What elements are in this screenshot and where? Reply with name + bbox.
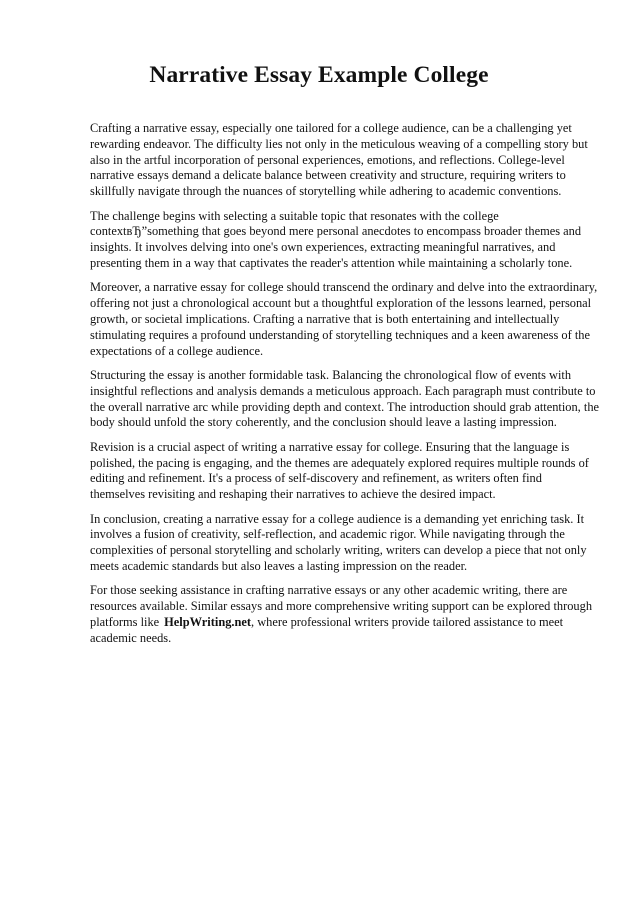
page-title: Narrative Essay Example College (149, 62, 489, 88)
paragraph-2: The challenge begins with selecting a suitable topic that resonates with the college contextвЂ”something that goes beyond mere personal anecdotes to encompass broader themes and insights. It involves delving into one's own experiences, extracting meaningful narratives, and presenting them in a way that captivates the reader's attention while maintaining a scholarly tone. (90, 208, 582, 270)
helpwriting-link[interactable]: HelpWriting.net (164, 614, 252, 629)
paragraph-1: Crafting a narrative essay, especially one tailored for a college audience, can be a challenging yet rewarding endeavor. The difficulty lies not only in the meticulous weaving of a compelling story but also in the artful incorporation of personal experiences, emotions, and reflections. College-level narrative essays demand a delicate balance between creativity and structure, requiring writers to skillfully navigate through the nuances of storytelling while adhering to academic conventions. (90, 121, 588, 199)
closing-text-after: , where professional writers provide tailored assistance to meet academic needs. (90, 614, 564, 645)
paragraph-6: In conclusion, creating a narrative essay for a college audience is a demanding yet enriching task. It involves a fusion of creativity, self-reflection, and academic rigor. While navigating through the complexities of personal storytelling and scholarly writing, writers can develop a piece that not only meets academic standards but also leaves a lasting impression on the reader. (90, 511, 587, 573)
document-body (90, 121, 600, 655)
closing-paragraph (90, 583, 600, 646)
paragraph-4: Structuring the essay is another formidable task. Balancing the chronological flow of events with insightful reflections and analysis demands a meticulous approach. Each paragraph must contribute to the overall narrative arc while providing depth and context. The introduction should grab attention, the body should unfold the story coherently, and the conclusion should leave a lasting impression. (90, 367, 600, 430)
paragraph-3: Moreover, a narrative essay for college should transcend the ordinary and delve into the extraordinary, offering not just a chronological account but a thoughtful exploration of the lessons learned, personal growth, or societal implications. Crafting a narrative that is both entertaining and intellectually stimulating requires a profound understanding of storytelling techniques and a keen awareness of the expectations of a college audience. (90, 280, 598, 358)
closing-text-before: For those seeking assistance in crafting narrative essays or any other academic writing, there are resources available. Similar essays and more comprehensive writing support can be explored through platforms like (90, 583, 593, 629)
paragraph-5: Revision is a crucial aspect of writing a narrative essay for college. Ensuring that the language is polished, the pacing is engaging, and the themes are adequately explored requires multiple rounds of editing and refinement. It's a process of self-discovery and refinement, as writers often find themselves revisiting and reshaping their narratives to achieve the desired impact. (90, 439, 589, 502)
